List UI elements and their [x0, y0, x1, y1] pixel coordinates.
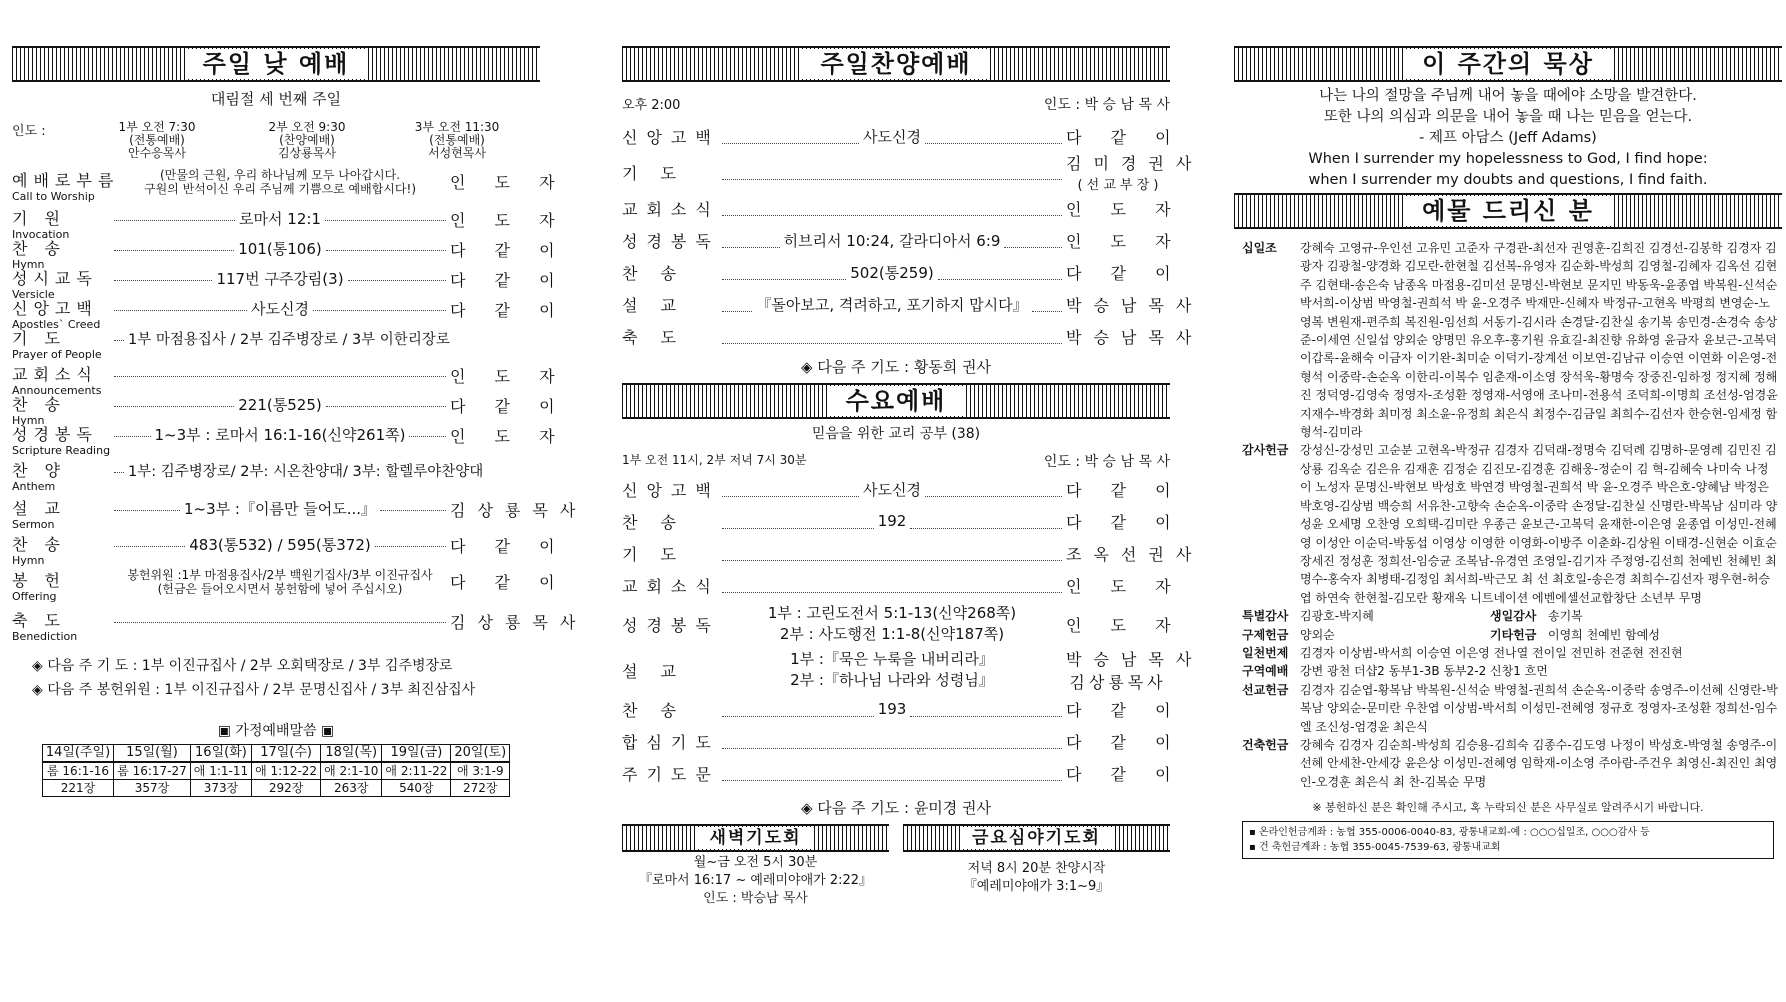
item-detail-line: 1부 :『묵은 누룩을 내버리라』	[790, 650, 994, 668]
item-label: 교회소식	[622, 199, 720, 219]
section-header-sunday-worship	[12, 46, 540, 82]
prayer-meetings	[622, 824, 1170, 908]
family-day: 20일(토)	[451, 745, 510, 763]
dot-leader	[722, 297, 752, 312]
family-ref: 애 1:12-22	[252, 762, 321, 780]
dot-leader	[722, 265, 846, 280]
item-detail: 502(통259)	[850, 263, 934, 282]
dot-leader	[722, 129, 859, 144]
dot-leader	[409, 422, 446, 437]
item-responsible	[1066, 613, 1183, 636]
friday-title: 금요심야기도회	[960, 827, 1113, 849]
responsible-line: 다 같 이	[1066, 480, 1183, 500]
column-offerings	[1234, 46, 1782, 859]
family-ref: 애 2:11-22	[382, 762, 451, 780]
item-label-english: Hymn	[12, 554, 45, 567]
service-2	[232, 121, 382, 160]
dot-leader	[114, 422, 151, 437]
offering-list	[1234, 239, 1782, 791]
item-label-english: Announcements	[12, 384, 102, 397]
notice: ※ 봉헌하신 분은 확인해 주시고, 혹 누락되신 분은 사무실로 알려주시기 바랍니다.	[1312, 801, 1704, 815]
item-label-text: 예배로부름	[12, 171, 120, 190]
account-building: ▪ 건 축헌금계좌 : 농협 355-0045-7539-63, 광통내교회	[1249, 842, 1501, 854]
item-label	[12, 496, 110, 531]
dot-leader	[722, 734, 1062, 749]
item-responsible	[1066, 542, 1204, 565]
item-detail	[718, 649, 1066, 691]
order-of-worship	[12, 168, 588, 643]
family-ref: 롬 16:1-16	[42, 762, 113, 780]
dot-leader	[348, 266, 446, 281]
item-label	[12, 568, 110, 603]
item-responsible: 인 도 자	[450, 211, 567, 230]
relief-other-record: 구제헌금 양외순 기타헌금 이영희 천예빈 함예성	[1242, 627, 1660, 642]
item-detail: 483(통532) / 595(통372)	[189, 536, 371, 554]
dot-leader	[114, 206, 235, 221]
dot-leader	[722, 702, 874, 717]
dot-leader	[722, 482, 859, 497]
item-detail: 101(통106)	[238, 240, 322, 258]
dot-leader	[910, 514, 1062, 529]
friday-prayer	[903, 824, 1170, 908]
item-label: 성경봉독	[622, 231, 720, 251]
item-label: 기 도	[622, 544, 685, 564]
item-label-english: Versicle	[12, 288, 55, 301]
item-label: 축 도	[622, 327, 685, 347]
order-item	[12, 458, 540, 496]
family-worship-title: ▣ 가정예배말씀 ▣	[217, 723, 335, 739]
item-responsible	[1066, 325, 1204, 348]
order-item	[622, 601, 1183, 647]
order-item	[12, 392, 567, 427]
family-hymn: 357장	[114, 780, 191, 797]
item-label: 교회소식	[622, 576, 720, 596]
item-responsible	[1066, 574, 1183, 597]
order-item	[622, 725, 1183, 757]
item-label	[12, 458, 110, 493]
column-sunday-worship	[12, 46, 588, 797]
item-responsible: 다 같 이	[450, 241, 567, 260]
item-detail: 『돌아보고, 격려하고, 포기하지 맙시다』	[756, 295, 1028, 314]
order-item	[12, 236, 567, 271]
dawn-prayer	[622, 824, 889, 908]
item-responsible: 다 같 이	[450, 271, 567, 290]
leader-label: 인도 :	[12, 124, 46, 139]
thanks-record: 감사헌금 강성신-강성민 고순분 고현옥-박정규 김경자 김덕래-정명숙 김덕례 김명하-문영례 김민진 김상룡 김옥순 김은유 김재훈 김정순 김진모-김경훈 김해웅-정순이 김 혁-김혜숙 나미숙 나정이 노성자 문명신-박현보 박성호 박연경 박영철-권희석 박 윤-오경주 박은호-양혜남 박정은 박호영-김상범 백승희 서유찬-고향숙 손순옥-이중락 손정달-김찬실 신명란-박복남 심미라 양성윤 오세명 오찬영 오희택-김미란 우종근 윤보근-고복덕 윤재한-이은영 윤종엽 이성민-전혜영 이성안 이순덕-박동섭 이영상 이영한 이영화-이방주 이춘화-김상원 이태경-신현순 이효순 장세진 정성훈 정희선-임승균 조복남-유경연 조영일-김기자 주정영-김선희 천예빈 천혜빈 최명수-홍숙자 최병태-김정임 최서희-박근모 최 선 최호일-송은경 최희수-김선자 평우현-허승엽 하연숙 한현철-김모란 황재옥 니트네이션 에벤에셀선교합창단 소년부 무명	[1242, 443, 1778, 605]
section-header-praise-worship	[622, 46, 1170, 82]
order-item	[622, 537, 1204, 569]
quote-line: 나는 나의 절망을 주님께 내어 놓을 때에야 소망을 발견한다.	[1319, 88, 1697, 104]
item-detail-line: 1부 : 고린도전서 5:1-13(신약268쪽)	[767, 604, 1017, 622]
praise-next-prayer: ◈ 다음 주 기도 : 황동희 권사	[800, 358, 992, 376]
item-responsible	[1066, 647, 1204, 693]
dot-leader	[722, 514, 874, 529]
wed-leader: 인도 : 박 승 남 목 사	[1043, 454, 1170, 470]
dot-leader	[375, 532, 446, 547]
dot-leader	[910, 702, 1062, 717]
item-responsible	[1066, 762, 1183, 785]
service-pastor: 김상룡목사	[278, 146, 336, 160]
responsible-line: 다 같 이	[1066, 764, 1183, 784]
item-label: 설 교	[622, 295, 685, 315]
item-responsible	[1066, 197, 1183, 220]
service-type: (전통예배)	[129, 133, 185, 147]
family-hymn: 272장	[451, 780, 510, 797]
section-header-wednesday	[622, 383, 1170, 419]
dot-leader	[114, 608, 446, 623]
item-responsible: 다 같 이	[450, 537, 567, 556]
dot-leader	[938, 265, 1062, 280]
next-prayer: ◈ 다음 주 기 도 : 1부 이진규집사 / 2부 오회택장로 / 3부 김주병장로	[32, 658, 453, 674]
item-label-text: 찬 양	[12, 461, 66, 480]
item-label-english: Hymn	[12, 258, 45, 271]
service-time: 3부 오전 11:30	[414, 120, 500, 134]
dot-leader	[114, 362, 446, 377]
quote-line: when I surrender my doubts and questions, I find faith.	[1308, 172, 1708, 188]
mission-record: 선교헌금 김경자 김순엽-황복남 박복원-신석순 박영철-권희석 손순옥-이중락 송영주-이선혜 신영란-박복남 양외순-문미란 우찬엽 이상범-박서희 이성민-전혜영 정규호 정영자-조성환 정희선-임수엘 조신성-엄경윤 최은식	[1242, 682, 1778, 734]
item-label-english: Offering	[12, 590, 57, 603]
item-responsible: 김상룡목사	[450, 501, 588, 520]
section-title: 주일찬양예배	[802, 49, 989, 79]
family-hymn: 540장	[382, 780, 451, 797]
item-label-english: Sermon	[12, 518, 55, 531]
dot-leader	[722, 233, 780, 248]
section-title: 수요예배	[828, 386, 965, 416]
item-label-english: Apostles` Creed	[12, 318, 101, 331]
item-label: 신앙고백	[622, 480, 720, 500]
family-hymn: 292장	[252, 780, 321, 797]
service-time: 2부 오전 9:30	[268, 120, 346, 134]
item-label-text: 교회소식	[12, 365, 98, 384]
section-header-offerings	[1234, 193, 1782, 229]
item-detail-line: (만물의 근원, 우리 하나님께 모두 나아갑시다.	[159, 168, 401, 182]
dot-leader	[1032, 297, 1062, 312]
dot-leader	[114, 266, 212, 281]
service-time: 1부 오전 7:30	[118, 120, 196, 134]
item-detail: 117번 구주강림(3)	[216, 270, 344, 288]
responsible-line: ( 선 교 부 장 )	[1077, 178, 1159, 193]
praise-leader: 인도 : 박 승 남 목 사	[1043, 97, 1170, 113]
item-label-text: 찬 송	[12, 535, 66, 554]
family-days-row	[42, 745, 509, 763]
item-responsible	[1066, 293, 1204, 316]
wed-subtitle: 믿음을 위한 교리 공부 (38)	[811, 426, 981, 442]
dot-leader	[380, 496, 446, 511]
wed-next-prayer: ◈ 다음 주 기도 : 윤미경 권사	[800, 799, 992, 817]
dot-leader	[114, 392, 234, 407]
item-label: 찬 송	[622, 263, 685, 283]
order-item	[622, 693, 1183, 725]
dot-leader	[722, 165, 1062, 180]
family-day: 18일(목)	[321, 745, 382, 763]
item-responsible: 인 도 자	[450, 173, 567, 192]
item-label: 찬 송	[622, 700, 685, 720]
service-times	[12, 121, 540, 160]
family-ref: 애 3:1-9	[451, 762, 510, 780]
order-item	[622, 757, 1183, 789]
dot-leader	[925, 482, 1062, 497]
order-item	[12, 532, 567, 568]
item-detail-line: 구원의 반석이신 우리 주님께 기쁨으로 예배합시다!)	[144, 182, 416, 196]
dawn-title: 새벽기도회	[697, 827, 813, 849]
item-responsible	[1066, 261, 1183, 284]
item-detail: 사도신경	[863, 127, 921, 146]
order-item	[622, 505, 1183, 537]
next-offering: ◈ 다음 주 봉헌위원 : 1부 이진규집사 / 2부 문명신집사 / 3부 최진삼집사	[32, 682, 476, 698]
order-item	[12, 296, 567, 331]
section-header-meditation	[1234, 46, 1782, 82]
order-item	[622, 192, 1183, 224]
responsible-line: 인 도 자	[1066, 615, 1183, 635]
responsible-line: 박승남목사	[1066, 295, 1204, 315]
item-label-text: 설 교	[12, 499, 66, 518]
item-label-text: 찬 송	[12, 395, 66, 414]
service-3	[382, 121, 532, 160]
responsible-line: 다 같 이	[1066, 512, 1183, 532]
dot-leader	[114, 236, 234, 251]
family-hymn: 373장	[190, 780, 251, 797]
family-ref: 애 2:1-10	[321, 762, 382, 780]
quote-line: When I surrender my hopelessness to God, I find hope:	[1308, 151, 1708, 167]
dot-leader	[722, 766, 1062, 781]
wed-order	[622, 473, 1204, 789]
dot-leader	[326, 236, 446, 251]
item-label-english: Hymn	[12, 414, 45, 427]
item-responsible	[1066, 125, 1183, 148]
dot-leader	[722, 546, 1062, 561]
dot-leader	[1004, 233, 1062, 248]
praise-order	[622, 120, 1204, 352]
item-detail: 로마서 12:1	[239, 210, 321, 228]
dot-leader	[722, 578, 1062, 593]
item-label-text: 축 도	[12, 611, 66, 630]
accounts-box	[1242, 821, 1774, 859]
item-responsible: 다 같 이	[450, 573, 567, 592]
order-item	[12, 168, 567, 206]
item-label: 합심기도	[622, 732, 720, 752]
dot-leader	[925, 129, 1062, 144]
item-label-english: Prayer of People	[12, 348, 102, 361]
item-detail-line: 2부 :『하나님 나라와 성령님』	[790, 671, 994, 689]
order-item	[622, 224, 1183, 256]
dot-leader	[114, 326, 124, 341]
item-responsible	[1066, 698, 1183, 721]
dot-leader	[114, 296, 247, 311]
praise-time: 오후 2:00	[622, 98, 681, 113]
responsible-line: 다 같 이	[1066, 127, 1183, 147]
dot-leader	[114, 458, 124, 473]
family-day: 15일(월)	[114, 745, 191, 763]
item-label-text: 봉 헌	[12, 571, 66, 590]
item-label: 주기도문	[622, 764, 720, 784]
item-detail	[718, 603, 1066, 645]
wed-time-row	[622, 451, 1170, 471]
responsible-line: 다 같 이	[1066, 700, 1183, 720]
item-responsible: 김상룡목사	[450, 613, 588, 632]
item-detail: 1~3부 : 로마서 16:1-16(신약261쪽)	[154, 426, 406, 444]
building-record: 건축헌금 강혜숙 김경자 김순희-박성희 김승용-김희숙 김종수-김도영 나정이 박성호-박영철 송영주-이선혜 안세찬-안세강 윤은상 이성민-전혜영 임학재-이소영 주아람-주건우 최영신-최진인 최영인-오경훈 최은식 최 찬-김복순 무명	[1242, 737, 1778, 789]
section-title: 예물 드리신 분	[1404, 196, 1612, 226]
order-item	[622, 320, 1204, 352]
responsible-line: 박승남목사	[1066, 327, 1204, 347]
service-type: (찬양예배)	[279, 133, 335, 147]
friday-time: 저녁 8시 20분 찬양시작	[967, 861, 1106, 876]
item-label	[12, 608, 110, 643]
responsible-line: 다 같 이	[1066, 263, 1183, 283]
account-online: ▪ 온라인헌금계좌 : 농협 355-0006-0040-83, 광통내교회-예 : ○○○십일조, ○○○감사 등	[1249, 827, 1650, 839]
family-hymns-row	[42, 780, 509, 797]
service-pastor: 안수응목사	[128, 146, 186, 160]
order-item	[12, 362, 567, 397]
item-detail: 사도신경	[251, 300, 309, 318]
responsible-line: 김미경권사	[1066, 154, 1204, 173]
item-label-english: Invocation	[12, 228, 70, 241]
item-label	[12, 326, 110, 361]
item-responsible: 다 같 이	[450, 397, 567, 416]
item-detail: 사도신경	[863, 480, 921, 499]
dawn-time: 월~금 오전 5시 30분	[693, 855, 818, 870]
item-label-text: 성경봉독	[12, 425, 98, 444]
item-responsible	[1066, 730, 1183, 753]
responsible-line: 인 도 자	[1066, 576, 1183, 596]
responsible-line: 김상룡목사	[1069, 673, 1167, 692]
item-detail: 1부 마점용집사 / 2부 김주병장로 / 3부 이한리장로	[128, 332, 450, 348]
order-item	[12, 422, 567, 458]
subtitle: 대림절 세 번째 주일	[210, 90, 342, 108]
order-item	[12, 326, 540, 362]
item-label-text: 찬 송	[12, 239, 66, 258]
item-detail: 1부: 김주병장로/ 2부: 시온찬양대/ 3부: 할렐루야찬양대	[128, 464, 484, 480]
order-item	[622, 256, 1183, 288]
service-1	[82, 121, 232, 160]
order-item	[12, 496, 588, 532]
item-detail: 221(통525)	[238, 396, 322, 414]
special-birthday-record: 특별감사 김광호-박지혜 생일감사 송기복	[1242, 609, 1583, 624]
dot-leader	[114, 532, 185, 547]
item-responsible: 인 도 자	[450, 367, 567, 386]
order-item	[12, 266, 567, 301]
order-item	[622, 120, 1183, 152]
item-detail: 193	[877, 700, 907, 718]
responsible-line: 박승남목사	[1066, 650, 1204, 669]
item-label: 기 도	[622, 163, 685, 183]
item-detail	[110, 168, 450, 196]
item-label: 찬 송	[622, 512, 685, 532]
friday-header	[903, 824, 1170, 852]
item-label	[12, 422, 110, 457]
item-detail: 1~3부 :『이름만 들어도...』	[184, 500, 376, 518]
family-hymn: 263장	[321, 780, 382, 797]
item-label-text: 기 원	[12, 209, 66, 228]
item-detail-line: 봉헌위원 :1부 마점용집사/2부 백원기집사/3부 이진규집사	[127, 568, 433, 582]
section-title: 이 주간의 묵상	[1404, 49, 1612, 79]
item-responsible	[1066, 478, 1183, 501]
item-responsible: 다 같 이	[450, 301, 567, 320]
item-label	[12, 168, 120, 203]
responsible-line: 인 도 자	[1066, 199, 1183, 219]
item-label-english: Call to Worship	[12, 190, 95, 203]
responsible-line: 인 도 자	[1066, 231, 1183, 251]
item-label: 설 교	[622, 661, 685, 681]
quote-line: 또한 나의 의심과 의문을 내어 놓을 때 나는 믿음을 얻는다.	[1323, 109, 1693, 125]
responsible-line: 조옥선권사	[1066, 544, 1204, 564]
order-item	[622, 473, 1183, 505]
item-label-english: Anthem	[12, 480, 56, 493]
dot-leader	[722, 329, 1062, 344]
district-record: 구역예배 강변 광천 더샵2 동부1-3B 동부2-2 신창1 흐먼	[1242, 664, 1548, 679]
family-ref: 롬 16:17-27	[114, 762, 191, 780]
item-label: 성경봉독	[622, 615, 720, 635]
item-label-text: 성시교독	[12, 269, 98, 288]
next-week-info	[12, 654, 540, 702]
first-record: 일천번제 김경자 이상범-박서희 이승연 이은영 전나열 전이일 전민하 전준현 전진현	[1242, 645, 1683, 660]
quote-author: - 제프 아담스 (Jeff Adams)	[1419, 130, 1597, 146]
dot-leader	[114, 496, 180, 511]
order-item	[622, 152, 1204, 193]
item-responsible	[1066, 510, 1183, 533]
praise-time-row	[622, 94, 1170, 114]
order-item	[12, 608, 588, 643]
item-label	[12, 532, 110, 567]
family-hymn: 221장	[42, 780, 113, 797]
family-refs-row	[42, 762, 509, 780]
wed-time: 1부 오전 11시, 2부 저녁 7시 30분	[622, 453, 807, 467]
dot-leader	[313, 296, 446, 311]
dawn-leader: 인도 : 박승남 목사	[703, 891, 808, 906]
tithe-record: 십일조 강혜숙 고영규-우인선 고유민 고준자 구경관-최선자 권영훈-김희진 김경선-김봉학 김경자 김광자 김광철-양경화 김모란-한현철 김선복-유영자 김순화-박성희 김영철-김혜자 김옥선 김현주 김현태-송은숙 남종옥 마점용-김미선 문명신-박현보 문지민 박동욱-윤종엽 박복원-신석순 박서희-이상범 박영철-권희석 박 윤-오경주 박재만-신혜자 박정규-고현옥 박평희 변영순-노영복 변원재-편주희 복진원-임선희 서동기-김시라 손경달-김찬실 송기복 송민경-손경숙 송상준-이세연 신일섭 양외순 양명민 유오후-홍기원 유효길-최진향 유화영 윤금자 윤보근-고복덕 이갑록-윤해숙 이금자 이기완-최미순 이덕기-장계선 이보연-김남규 이승연 이연화 이은영-전형석 이중락-손순옥 이한리-이복수 임춘재-이소영 장석욱-황명숙 장중진-임하정 정지혜 정해진 정덕영-김영숙 정영자-조성환 정영재-서영애 조나미-전용석 조덕희-이명희 조선성-엄경윤 지재수-박경화 최미정 최소윤-유정희 최은식 최정수-김금일 최희수-김선자 한승현-임세정 함형석-김미라	[1242, 241, 1778, 440]
order-item	[622, 647, 1204, 693]
item-label-english: Scripture Reading	[12, 444, 111, 457]
order-item	[622, 569, 1183, 601]
family-day: 16일(화)	[190, 745, 251, 763]
dawn-header	[622, 824, 889, 852]
meditation-quote	[1234, 86, 1782, 191]
order-item	[622, 288, 1204, 320]
family-day: 14일(주일)	[42, 745, 113, 763]
friday-text: 『예레미야애가 3:1~9』	[963, 879, 1110, 894]
item-label-text: 신앙고백	[12, 299, 98, 318]
item-label: 신앙고백	[622, 127, 720, 147]
item-detail	[110, 568, 450, 596]
dot-leader	[722, 201, 1062, 216]
family-day: 19일(금)	[382, 745, 451, 763]
item-responsible	[1066, 151, 1204, 193]
order-item	[12, 568, 567, 608]
order-item	[12, 206, 567, 241]
section-title: 주일 낮 예배	[185, 49, 368, 79]
dot-leader	[325, 206, 446, 221]
item-responsible	[1066, 229, 1183, 252]
item-detail: 히브리서 10:24, 갈라디아서 6:9	[783, 231, 1001, 250]
family-worship-table	[42, 744, 510, 797]
service-pastor: 서성현목사	[428, 146, 486, 160]
item-detail: 192	[877, 512, 907, 530]
item-responsible: 인 도 자	[450, 427, 567, 446]
responsible-line: 다 같 이	[1066, 732, 1183, 752]
dot-leader	[326, 392, 446, 407]
item-label-english: Benediction	[12, 630, 78, 643]
item-label-text: 기 도	[12, 329, 66, 348]
service-type: (전통예배)	[429, 133, 485, 147]
family-day: 17일(수)	[252, 745, 321, 763]
dawn-text: 『로마서 16:17 ~ 예레미야애가 2:22』	[638, 873, 873, 888]
column-afternoon-worship	[622, 46, 1204, 908]
item-detail-line: 2부 : 사도행전 1:1-8(신약187쪽)	[779, 625, 1005, 643]
family-ref: 애 1:1-11	[190, 762, 251, 780]
item-detail-line: (헌금은 들어오시면서 봉헌함에 넣어 주십시오)	[157, 582, 403, 596]
